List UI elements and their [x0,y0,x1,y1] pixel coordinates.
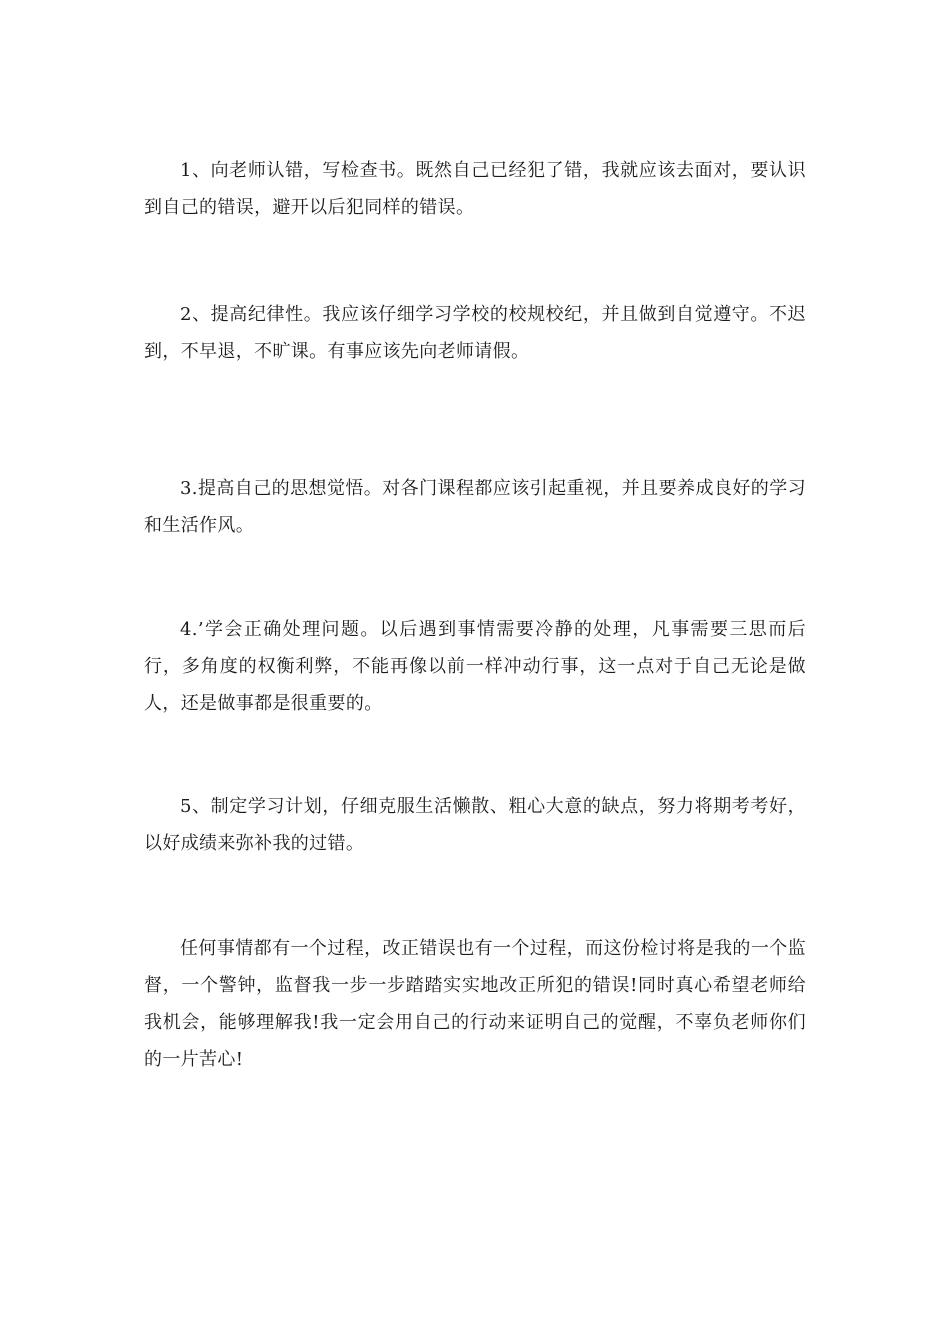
paragraph-3: 3.提高自己的思想觉悟。对各门课程都应该引起重视，并且要养成良好的学习和生活作风。 [144,478,806,536]
paragraph-2: 2、提高纪律性。我应该仔细学习学校的校规校纪，并且做到自觉遵守。不迟到，不早退，不旷课。有事应该先向老师请假。 [144,304,806,362]
paragraph-5: 5、制定学习计划，仔细克服生活懒散、粗心大意的缺点，努力将期考考好，以好成绩来弥补我的过错。 [144,796,806,854]
paragraph-closing: 任何事情都有一个过程，改正错误也有一个过程，而这份检讨将是我的一个监督，一个警钟，监督我一步一步踏踏实实地改正所犯的错误!同时真心希望老师给我机会，能够理解我!我一定会用自己的行动来证明自己的觉醒，不辜负老师你们的一片苦心! [144,938,806,1070]
paragraph-4: 4.’学会正确处理问题。以后遇到事情需要冷静的处理，凡事需要三思而后行，多角度的权衡利弊，不能再像以前一样冲动行事，这一点对于自己无论是做人，还是做事都是很重要的。 [144,619,806,714]
paragraph-1: 1、向老师认错，写检查书。既然自己已经犯了错，我就应该去面对，要认识到自己的错误，避开以后犯同样的错误。 [144,160,806,218]
